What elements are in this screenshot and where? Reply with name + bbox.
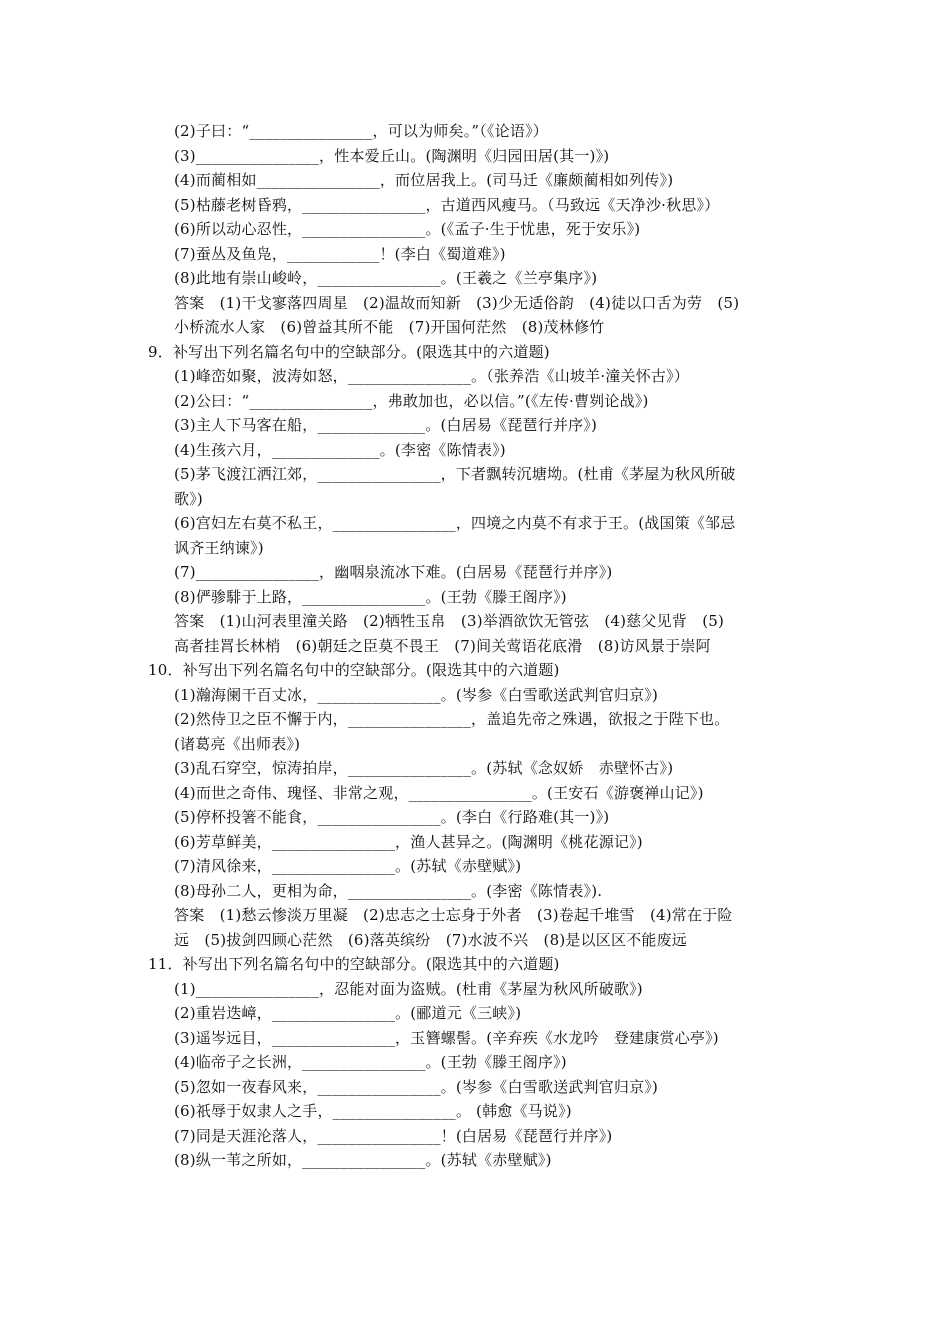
text-line: 答案 (1)愁云惨淡万里凝 (2)忠志之士忘身于外者 (3)卷起千堆雪 (4)常在于险: [174, 906, 733, 924]
text-line: (6)芳草鲜美，________________，渔人甚异之。(陶渊明《桃花源记》): [174, 832, 643, 851]
text-line: 远 (5)拔剑四顾心茫然 (6)落英缤纷 (7)水波不兴 (8)是以区区不能废远: [174, 930, 687, 949]
document-page: [148, 119, 818, 1173]
text-line: (3)主人下马客在船，______________。(白居易《琵琶行并序》): [174, 416, 598, 434]
text-line: (7)清风徐来，________________。(苏轼《赤壁赋》): [174, 857, 522, 875]
question-heading: 11．补写出下列名篇名句中的空缺部分。(限选其中的六道题): [148, 955, 560, 973]
text-line: (8)母孙二人，更相为命，________________。(李密《陈情表》).: [174, 881, 603, 900]
text-line: (诸葛亮《出师表》): [174, 734, 301, 753]
text-line: (3)乱石穿空，惊涛拍岸，________________。(苏轼《念奴娇 赤壁怀古》): [174, 759, 674, 777]
text-line: (1)________________，忍能对面为盗贼。(杜甫《茅屋为秋风所破歌》): [174, 979, 643, 998]
text-line: 讽齐王纳谏》): [174, 538, 264, 557]
text-line: 答案 (1)干戈寥落四周星 (2)温故而知新 (3)少无适俗韵 (4)徒以口舌为劳 (5): [174, 293, 740, 312]
text-line: (7)________________，幽咽泉流冰下难。(白居易《琵琶行并序》): [174, 563, 613, 581]
text-line: (3)遥岑远目，________________，玉簪螺髻。(辛弃疾《水龙吟 登建康赏心亭》): [174, 1028, 719, 1047]
text-line: (4)生孩六月，______________。(李密《陈情表》): [174, 440, 506, 459]
text-line: (5)枯藤老树昏鸦，________________，古道西风瘦马。（马致远《天净沙·秋思》）: [174, 195, 720, 214]
question-heading: 10．补写出下列名篇名句中的空缺部分。(限选其中的六道题): [148, 661, 560, 679]
text-line: (2)重岩迭嶂，________________。(郦道元《三峡》): [174, 1004, 522, 1022]
text-line: (3)________________，性本爱丘山。(陶渊明《归园田居(其一)》): [174, 146, 610, 165]
text-line: (6)宫妇左右莫不私王，________________，四境之内莫不有求于王。(战国策《邹忌: [174, 514, 736, 532]
text-line: (8)纵一苇之所如，________________。(苏轼《赤壁赋》): [174, 1151, 552, 1169]
text-line: (2)然侍卫之臣不懈于内，________________，盖追先帝之殊遇，欲报之于陛下也。: [174, 710, 730, 728]
text-line: (1)瀚海阑干百丈冰，________________。(岑参《白雪歌送武判官归京》): [174, 685, 659, 704]
text-line: (7)同是天涯沦落人，________________！(白居易《琵琶行并序》): [174, 1126, 613, 1145]
text-line: (5)茅飞渡江洒江郊，________________，下者飘转沉塘坳。(杜甫《茅屋为秋风所破: [174, 465, 736, 483]
text-line: (5)忽如一夜春风来，________________。(岑参《白雪歌送武判官归京》): [174, 1077, 659, 1096]
text-line: (2)公曰：“________________，弗敢加也，必以信。”(《左传·曹刿论战》): [174, 391, 649, 410]
text-line: 小桥流水人家 (6)曾益其所不能 (7)开国何茫然 (8)茂林修竹: [174, 318, 605, 336]
text-line: 高者挂罥长林梢 (6)朝廷之臣莫不畏王 (7)间关莺语花底滑 (8)访风景于崇阿: [174, 636, 711, 655]
text-line: (4)临帝子之长洲，________________。(王勃《滕王阁序》): [174, 1053, 567, 1071]
text-line: (8)此地有崇山峻岭，________________。(王羲之《兰亭集序》): [174, 269, 598, 287]
text-line: 歌》): [174, 489, 203, 508]
question-heading: 9．补写出下列名篇名句中的空缺部分。(限选其中的六道题): [148, 342, 550, 361]
text-line: (7)蚕丛及鱼凫，____________！(李白《蜀道难》): [174, 244, 506, 263]
text-line: (6)祇辱于奴隶人之手，________________。 (韩愈《马说》): [174, 1102, 572, 1120]
text-line: (4)而世之奇伟、瑰怪、非常之观，________________。(王安石《游褒禅山记》): [174, 783, 704, 802]
text-line: (4)而蔺相如________________，而位居我上。(司马迁《廉颇蔺相如列传》): [174, 171, 674, 189]
text-line: (5)停杯投箸不能食，________________。(李白《行路难(其一)》): [174, 808, 610, 826]
text-line: (2)子曰：“________________，可以为师矣。”（《论语》）: [174, 122, 548, 140]
text-line: (1)峰峦如聚，波涛如怒，________________。（张养浩《山坡羊·潼关怀古》）: [174, 367, 690, 385]
text-line: (6)所以动心忍性，________________。(《孟子·生于忧患，死于安乐》): [174, 220, 641, 238]
text-line: (8)俨骖騑于上路，________________。(王勃《滕王阁序》): [174, 587, 567, 606]
text-line: 答案 (1)山河表里潼关路 (2)牺牲玉帛 (3)举酒欲饮无管弦 (4)慈父见背 (5): [174, 612, 725, 630]
